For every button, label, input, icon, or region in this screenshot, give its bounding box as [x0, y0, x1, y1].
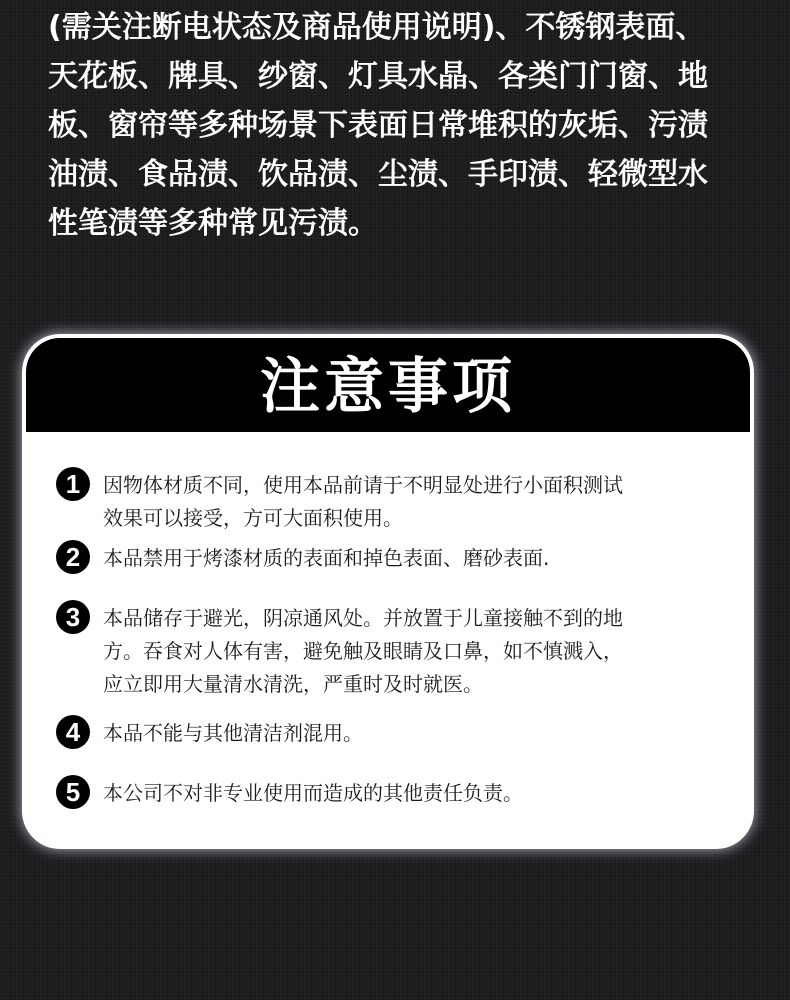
- notice-item-line: 效果可以接受，方可大面积使用。: [103, 506, 403, 530]
- number-badge-4: 4: [56, 715, 90, 749]
- notice-item-line: 本品不能与其他清洁剂混用。: [103, 721, 363, 745]
- notice-card: [22, 334, 754, 849]
- notice-item-text: [103, 777, 523, 810]
- notice-item-line: 本品禁用于烤漆材质的表面和掉色表面、磨砂表面.: [103, 546, 550, 570]
- number-badge-3: 3: [56, 600, 90, 634]
- intro-paragraph: [48, 0, 748, 248]
- notice-item-line: 因物体材质不同，使用本品前请于不明显处进行小面积测试: [103, 473, 623, 497]
- intro-line: 天花板、牌具、纱窗、灯具水晶、各类门门窗、地: [48, 59, 708, 94]
- intro-line: (需关注断电状态及商品使用说明)、不锈钢表面、: [48, 10, 706, 45]
- notice-item-line: 应立即用大量清水清洗，严重时及时就医。: [103, 672, 483, 696]
- notice-item-line: 方。吞食对人体有害，避免触及眼睛及口鼻，如不慎溅入，: [103, 639, 623, 663]
- number-badge-5: 5: [56, 775, 90, 809]
- intro-line: 板、窗帘等多种场景下表面日常堆积的灰垢、污渍: [48, 108, 708, 143]
- intro-line: 性笔渍等多种常见污渍。: [48, 206, 378, 241]
- notice-title: 注意事项: [260, 352, 516, 422]
- intro-line: 油渍、食品渍、饮品渍、尘渍、手印渍、轻微型水: [48, 157, 708, 192]
- notice-item-line: 本公司不对非专业使用而造成的其他责任负责。: [103, 781, 523, 805]
- number-badge-1: 1: [56, 467, 90, 501]
- notice-item-text: [103, 717, 363, 750]
- notice-item-text: [103, 602, 623, 701]
- notice-item-line: 本品储存于避光，阴凉通风处。并放置于儿童接触不到的地: [103, 606, 623, 630]
- number-badge-2: 2: [56, 540, 90, 574]
- notice-item-text: [103, 469, 623, 535]
- notice-header: [22, 334, 754, 439]
- notice-item-text: [103, 542, 549, 575]
